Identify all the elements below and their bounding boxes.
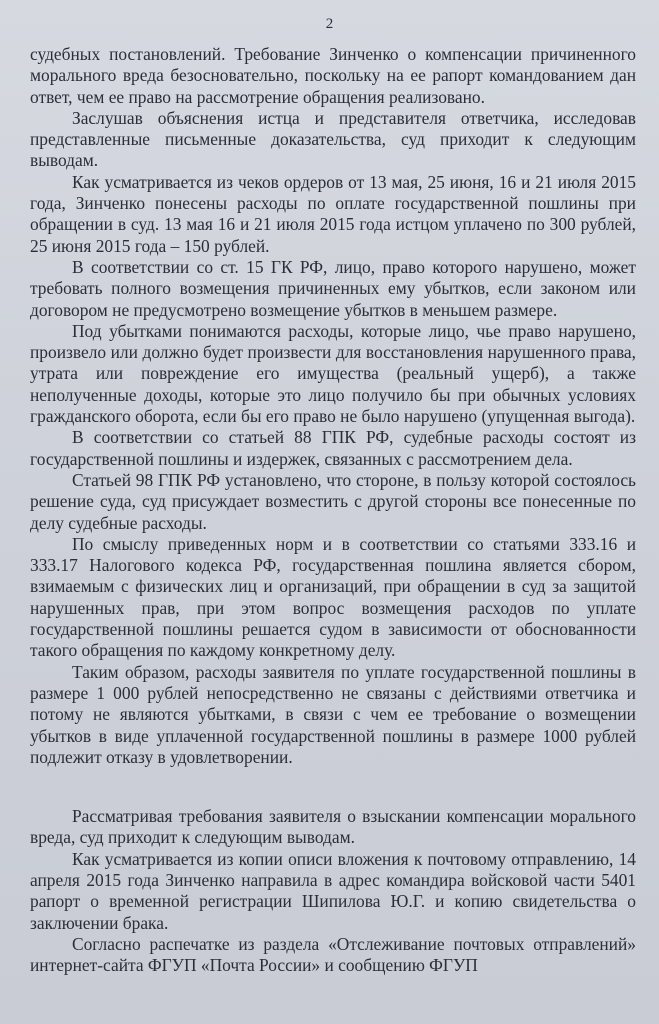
paragraph-12: Согласно распечатке из раздела «Отслеживание почтовых отправлений» интернет-сайта ФГУП «Почта России» и сообщению ФГУП: [30, 933, 636, 976]
page-number: 2: [325, 16, 334, 32]
paragraph-9: Таким образом, расходы заявителя по уплате государственной пошлины в размере 1 000 рублей непосредственно не связаны с действиями ответчика и потому не являются убытками, в связи с чем ее требование о возмещении убытков в виде уплаченной государственной пошлины в размере 1000 рублей подлежит отказу в удовлетворении.: [30, 661, 636, 767]
paragraph-7: Статьей 98 ГПК РФ установлено, что стороне, в пользу которой состоялось решение суда, суд присуждает возместить с другой стороны все понесенные по делу судебные расходы.: [30, 469, 636, 533]
paragraph-1: судебных постановлений. Требование Зинченко о компенсации причиненного морального вреда безосновательно, поскольку на ее рапорт командованием дан ответ, чем ее право на рассмотрение обращения реализовано.: [30, 44, 636, 107]
paragraph-6: В соответствии со статьей 88 ГПК РФ, судебные расходы состоят из государственной пошлины и издержек, связанных с рассмотрением дела.: [30, 427, 636, 469]
paragraph-8: По смыслу приведенных норм и в соответствии со статьями 333.16 и 333.17 Налогового кодекса РФ, государственная пошлина является сбором, взимаемым с физических лиц и организаций, при обращении в суд за защитой нарушенных прав, при этом вопрос возмещения расходов по уплате государственной пошлины решается судом в зависимости от обоснованности такого обращения по каждому конкретному делу.: [30, 533, 636, 661]
paragraph-3: Как усматривается из чеков ордеров от 13 мая, 25 июня, 16 и 21 июля 2015 года, Зинченко понесены расходы по оплате государственной пошлины при обращении в суд. 13 мая 16 и 21 июля 2015 года истцом уплачено по 300 рублей, 25 июня 2015 года – 150 рублей.: [30, 171, 636, 256]
paragraph-4: В соответствии со ст. 15 ГК РФ, лицо, право которого нарушено, может требовать полного возмещения причиненных ему убытков, если законом или договором не предусмотрено возмещение убытков в меньшем размере.: [30, 256, 636, 320]
paragraph-11: Как усматривается из копии описи вложения к почтовому отправлению, 14 апреля 2015 года Зинченко направила в адрес командира войсковой части 5401 рапорт о временной регистрации Шипилова Ю.Г. и копию свидетельства о заключении брака.: [30, 848, 636, 933]
paragraph-2: Заслушав объяснения истца и представителя ответчика, исследовав представленные письменные доказательства, суд приходит к следующим выводам.: [30, 107, 636, 171]
document-body: [30, 44, 636, 976]
paragraph-5: Под убытками понимаются расходы, которые лицо, чье право нарушено, произвело или должно будет произвести для восстановления нарушенного права, утрата или повреждение его имущества (реальный ущерб), а также неполученные доходы, которые это лицо получило бы при обычных условиях гражданского оборота, если бы его право не было нарушено (упущенная выгода).: [30, 320, 636, 427]
paragraph-10: Рассматривая требования заявителя о взыскании компенсации морального вреда, суд приходит к следующим выводам.: [30, 806, 636, 848]
